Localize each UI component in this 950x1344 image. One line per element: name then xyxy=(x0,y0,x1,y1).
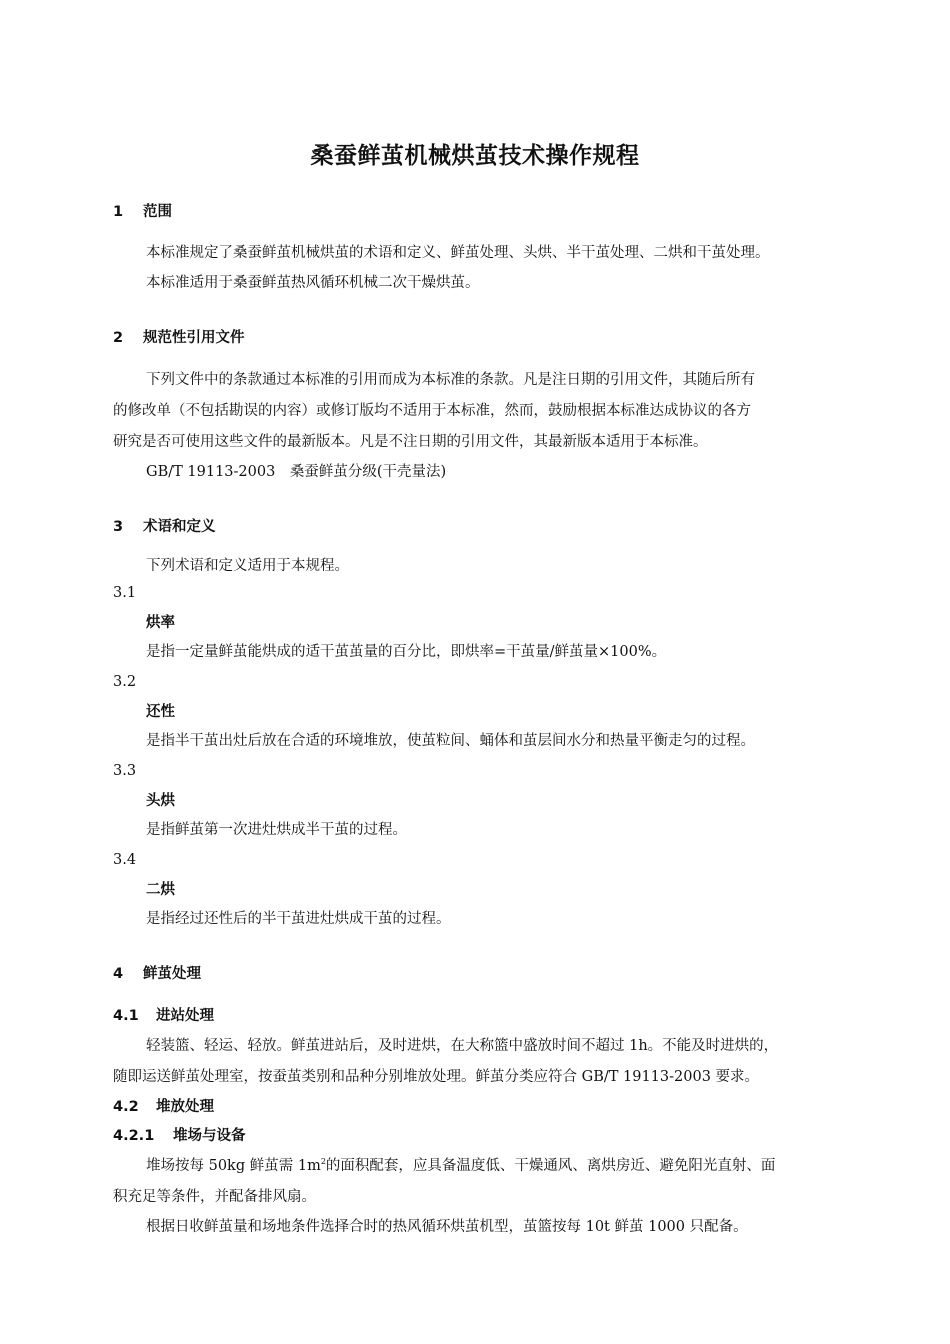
term-name: 二烘 xyxy=(146,882,175,898)
term-number: 3.4 xyxy=(113,852,137,868)
paragraph: 本标准规定了桑蚕鲜茧机械烘茧的术语和定义、鲜茧处理、头烘、半干茧处理、二烘和干茧处理。 xyxy=(146,245,770,261)
term-definition: 是指半干茧出灶后放在合适的环境堆放，使茧粒间、蛹体和茧层间水分和热量平衡走匀的过程。 xyxy=(146,733,755,749)
section-3-heading xyxy=(113,517,216,537)
term-name: 还性 xyxy=(146,704,175,720)
section-number: 1 xyxy=(113,204,124,220)
section-1-heading xyxy=(113,202,172,222)
paragraph-line: 研究是否可使用这些文件的最新版本。凡是不注日期的引用文件，其最新版本适用于本标准。 xyxy=(113,434,708,450)
paragraph-line: 轻装篮、轻运、轻放。鲜茧进站后，及时进烘，在大称篮中盛放时间不超过 1h。不能及时进烘的， xyxy=(146,1038,779,1054)
term-definition: 是指经过还性后的半干茧进灶烘成干茧的过程。 xyxy=(146,911,451,927)
subsection-title: 堆场与设备 xyxy=(173,1128,246,1144)
subsection-4-2-1-heading xyxy=(113,1126,246,1146)
term-number: 3.3 xyxy=(113,763,137,779)
subsection-number: 4.2 xyxy=(113,1099,139,1115)
section-4-heading xyxy=(113,964,201,984)
section-number: 4 xyxy=(113,966,124,982)
section-title: 规范性引用文件 xyxy=(143,330,245,346)
term-name: 头烘 xyxy=(146,793,175,809)
subsection-title: 进站处理 xyxy=(156,1008,214,1024)
term-number: 3.1 xyxy=(113,585,137,601)
paragraph-line: 根据日收鲜茧量和场地条件选择合时的热风循环烘茧机型，茧篮按每 10t 鲜茧 1000 只配备。 xyxy=(146,1219,748,1235)
term-definition: 是指鲜茧第一次进灶烘成半干茧的过程。 xyxy=(146,822,407,838)
reference-entry: GB/T 19113-2003 桑蚕鲜茧分级(干壳量法) xyxy=(146,464,447,480)
subsection-number: 4.1 xyxy=(113,1008,139,1024)
paragraph-line xyxy=(146,1156,775,1176)
section-title: 范围 xyxy=(143,204,172,220)
superscript: 2 xyxy=(320,1157,326,1167)
term-number: 3.2 xyxy=(113,674,137,690)
paragraph-line: 随即运送鲜茧处理室，按蚕茧类别和品种分别堆放处理。鲜茧分类应符合 GB/T 19113-2003 要求。 xyxy=(113,1069,760,1085)
section-number: 3 xyxy=(113,519,124,535)
text-segment: 的面积配套，应具备温度低、干燥通风、离烘房近、避免阳光直射、面 xyxy=(325,1158,776,1174)
paragraph-line: 下列文件中的条款通过本标准的引用而成为本标准的条款。凡是注日期的引用文件，其随后所有 xyxy=(146,372,755,388)
section-number: 2 xyxy=(113,330,124,346)
subsection-title: 堆放处理 xyxy=(156,1099,214,1115)
term-name: 烘率 xyxy=(146,615,175,631)
section-2-heading xyxy=(113,328,245,348)
document-title: 桑蚕鲜茧机械烘茧技术操作规程 xyxy=(310,143,640,169)
subsection-4-2-heading xyxy=(113,1097,214,1117)
paragraph: 下列术语和定义适用于本规程。 xyxy=(146,558,349,574)
text-segment: 堆场按每 50kg 鲜茧需 1m xyxy=(146,1158,321,1174)
term-definition: 是指一定量鲜茧能烘成的适干茧茧量的百分比，即烘率=干茧量/鲜茧量×100%。 xyxy=(146,644,667,660)
subsection-4-1-heading xyxy=(113,1006,214,1026)
paragraph: 本标准适用于桑蚕鲜茧热风循环机械二次干燥烘茧。 xyxy=(146,275,480,291)
paragraph-line: 积充足等条件，并配备排风扇。 xyxy=(113,1189,316,1205)
section-title: 术语和定义 xyxy=(143,519,216,535)
paragraph-line: 的修改单（不包括勘误的内容）或修订版均不适用于本标准，然而，鼓励根据本标准达成协议的各方 xyxy=(113,403,751,419)
section-title: 鲜茧处理 xyxy=(143,966,201,982)
subsection-number: 4.2.1 xyxy=(113,1128,155,1144)
